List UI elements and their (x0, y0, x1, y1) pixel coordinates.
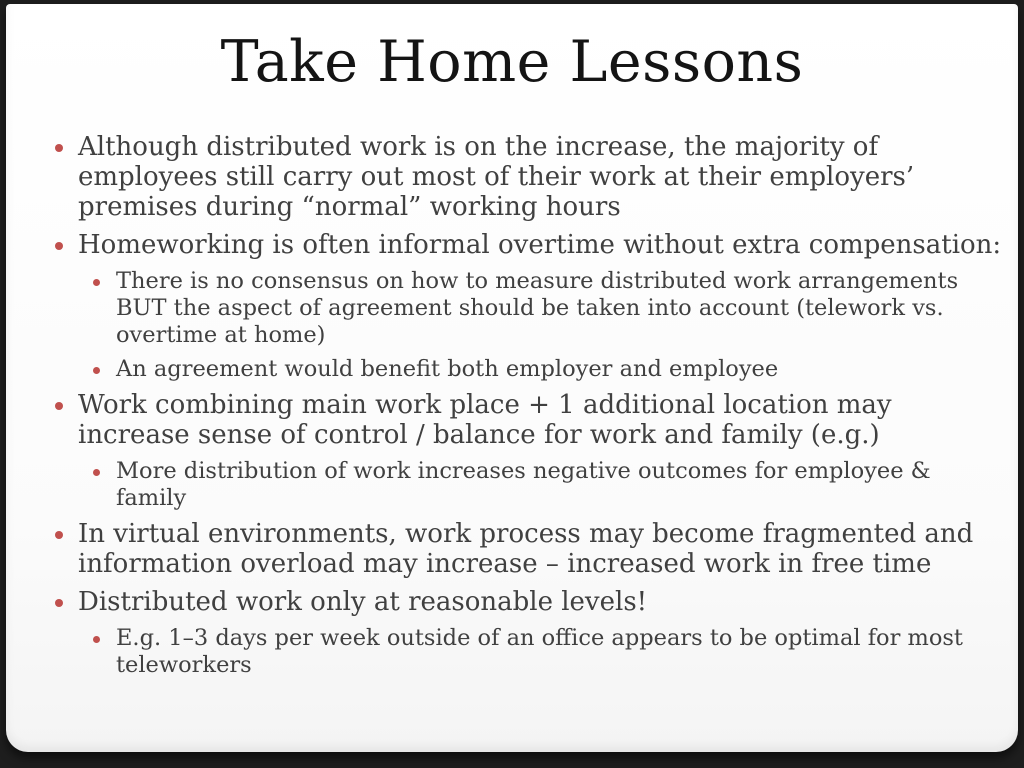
bullet-dot-icon (55, 402, 63, 410)
bullet-dot-icon (93, 367, 100, 374)
sub-bullet-text: E.g. 1–3 days per week outside of an office appears to be optimal for most teleworkers (116, 625, 963, 678)
bullet-dot-icon (55, 144, 63, 152)
bullet-item (52, 587, 1002, 617)
bullet-dot-icon (93, 636, 100, 643)
sub-bullet-item (88, 625, 1002, 679)
slide-title: Take Home Lessons (220, 29, 804, 95)
sub-bullet-item (88, 356, 1002, 383)
bullet-item (52, 519, 1002, 579)
bullet-text: Work combining main work place + 1 additional location may increase sense of control / balance for work and family (e.g.) (78, 390, 892, 450)
sub-bullet-item (88, 268, 1002, 349)
bullet-dot-icon (55, 531, 63, 539)
bullet-list (52, 132, 1002, 686)
sub-bullet-list (52, 268, 1002, 383)
sub-bullet-text: There is no consensus on how to measure distributed work arrangements BUT the aspect of agreement should be taken into account (telework vs. overtime at home) (116, 268, 959, 348)
bullet-item (52, 390, 1002, 450)
sub-bullet-text: More distribution of work increases negative outcomes for employee & family (116, 458, 931, 511)
sub-bullet-list (52, 458, 1002, 512)
sub-bullet-list (52, 625, 1002, 679)
sub-bullet-item (88, 458, 1002, 512)
bullet-text: In virtual environments, work process may become fragmented and information overload may increase – increased work in free time (78, 519, 974, 579)
bullet-dot-icon (93, 279, 100, 286)
bullet-text: Distributed work only at reasonable levels! (78, 587, 648, 617)
sub-bullet-text: An agreement would benefit both employer and employee (116, 356, 779, 382)
bullet-dot-icon (55, 599, 63, 607)
bullet-item (52, 132, 1002, 222)
bullet-text: Although distributed work is on the increase, the majority of employees still carry out most of their work at their employers’ premises during “normal” working hours (78, 132, 915, 222)
bullet-dot-icon (55, 242, 63, 250)
bullet-item (52, 230, 1002, 260)
bullet-dot-icon (93, 469, 100, 476)
bullet-text: Homeworking is often informal overtime without extra compensation: (78, 230, 1002, 260)
slide (6, 4, 1018, 752)
